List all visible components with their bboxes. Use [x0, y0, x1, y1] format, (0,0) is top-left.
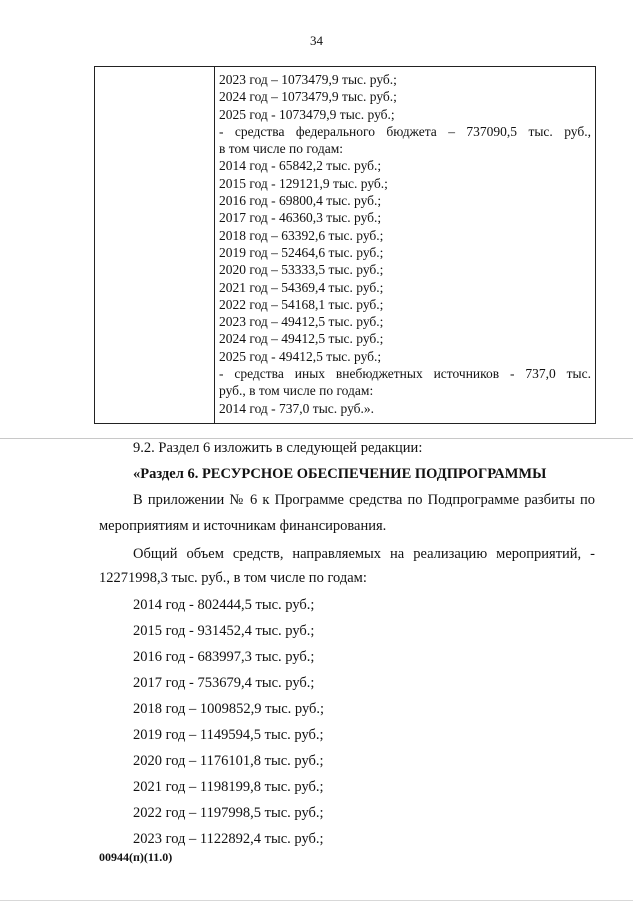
- year-line: 2018 год – 1009852,9 тыс. руб.;: [133, 701, 325, 717]
- table-line: 2021 год – 54369,4 тыс. руб.;: [219, 279, 384, 295]
- paragraph-2-line-1: Общий объем средств, направляемых на реализацию мероприятий, -: [133, 546, 595, 562]
- table-line: 2022 год – 54168,1 тыс. руб.;: [219, 296, 384, 312]
- table-line: 2019 год – 52464,6 тыс. руб.;: [219, 244, 384, 260]
- table-line: 2023 год – 1073479,9 тыс. руб.;: [219, 72, 397, 87]
- table-line: 2020 год – 53333,5 тыс. руб.;: [219, 262, 384, 278]
- year-line: 2021 год – 1198199,8 тыс. руб.;: [133, 779, 324, 795]
- table-line: 2014 год - 737,0 тыс. руб.».: [219, 400, 375, 416]
- table-line: 2016 год - 69800,4 тыс. руб.;: [219, 193, 382, 209]
- document-code: 00944(п)(11.0): [99, 850, 173, 864]
- year-line: 2014 год - 802444,5 тыс. руб.;: [133, 597, 315, 613]
- funding-table: [94, 66, 596, 424]
- table-column-divider: [214, 67, 215, 423]
- year-line: 2023 год – 1122892,4 тыс. руб.;: [133, 831, 324, 847]
- table-line: - средства иных внебюджетных источников - 737,0 тыс.: [219, 366, 591, 382]
- page-number: 34: [310, 33, 323, 48]
- year-line: 2016 год - 683997,3 тыс. руб.;: [133, 649, 315, 665]
- table-line: - средства федерального бюджета – 737090,5 тыс. руб.,: [219, 123, 591, 139]
- year-line: 2019 год – 1149594,5 тыс. руб.;: [133, 727, 324, 743]
- year-line: 2020 год – 1176101,8 тыс. руб.;: [133, 753, 324, 769]
- table-line: 2024 год – 1073479,9 тыс. руб.;: [219, 89, 397, 105]
- section-intro: 9.2. Раздел 6 изложить в следующей редакции:: [133, 440, 423, 456]
- table-line: 2025 год - 49412,5 тыс. руб.;: [219, 348, 382, 364]
- table-line: 2025 год - 1073479,9 тыс. руб.;: [219, 106, 395, 122]
- table-line: 2015 год - 129121,9 тыс. руб.;: [219, 175, 388, 191]
- section-heading: «Раздел 6. РЕСУРСНОЕ ОБЕСПЕЧЕНИЕ ПОДПРОГРАММЫ: [133, 466, 547, 482]
- year-line: 2022 год – 1197998,5 тыс. руб.;: [133, 805, 324, 821]
- paragraph-1-line-1: В приложении № 6 к Программе средства по Подпрограмме разбиты по: [133, 492, 595, 508]
- scan-artifact-line: [0, 900, 633, 901]
- paragraph-2-line-2: 12271998,3 тыс. руб., в том числе по годам:: [99, 570, 367, 586]
- table-line: 2014 год - 65842,2 тыс. руб.;: [219, 158, 382, 174]
- year-line: 2017 год - 753679,4 тыс. руб.;: [133, 675, 315, 691]
- table-cell-funding: [219, 71, 591, 417]
- paragraph-1-line-2: мероприятиям и источникам финансирования.: [99, 518, 387, 534]
- table-line: в том числе по годам:: [219, 141, 344, 157]
- table-line: 2023 год – 49412,5 тыс. руб.;: [219, 314, 384, 330]
- table-line: руб., в том числе по годам:: [219, 383, 374, 399]
- table-line: 2017 год - 46360,3 тыс. руб.;: [219, 210, 382, 226]
- scan-artifact-line: [0, 438, 633, 439]
- table-line: 2024 год – 49412,5 тыс. руб.;: [219, 331, 384, 347]
- table-line: 2018 год – 63392,6 тыс. руб.;: [219, 227, 384, 243]
- year-line: 2015 год - 931452,4 тыс. руб.;: [133, 623, 315, 639]
